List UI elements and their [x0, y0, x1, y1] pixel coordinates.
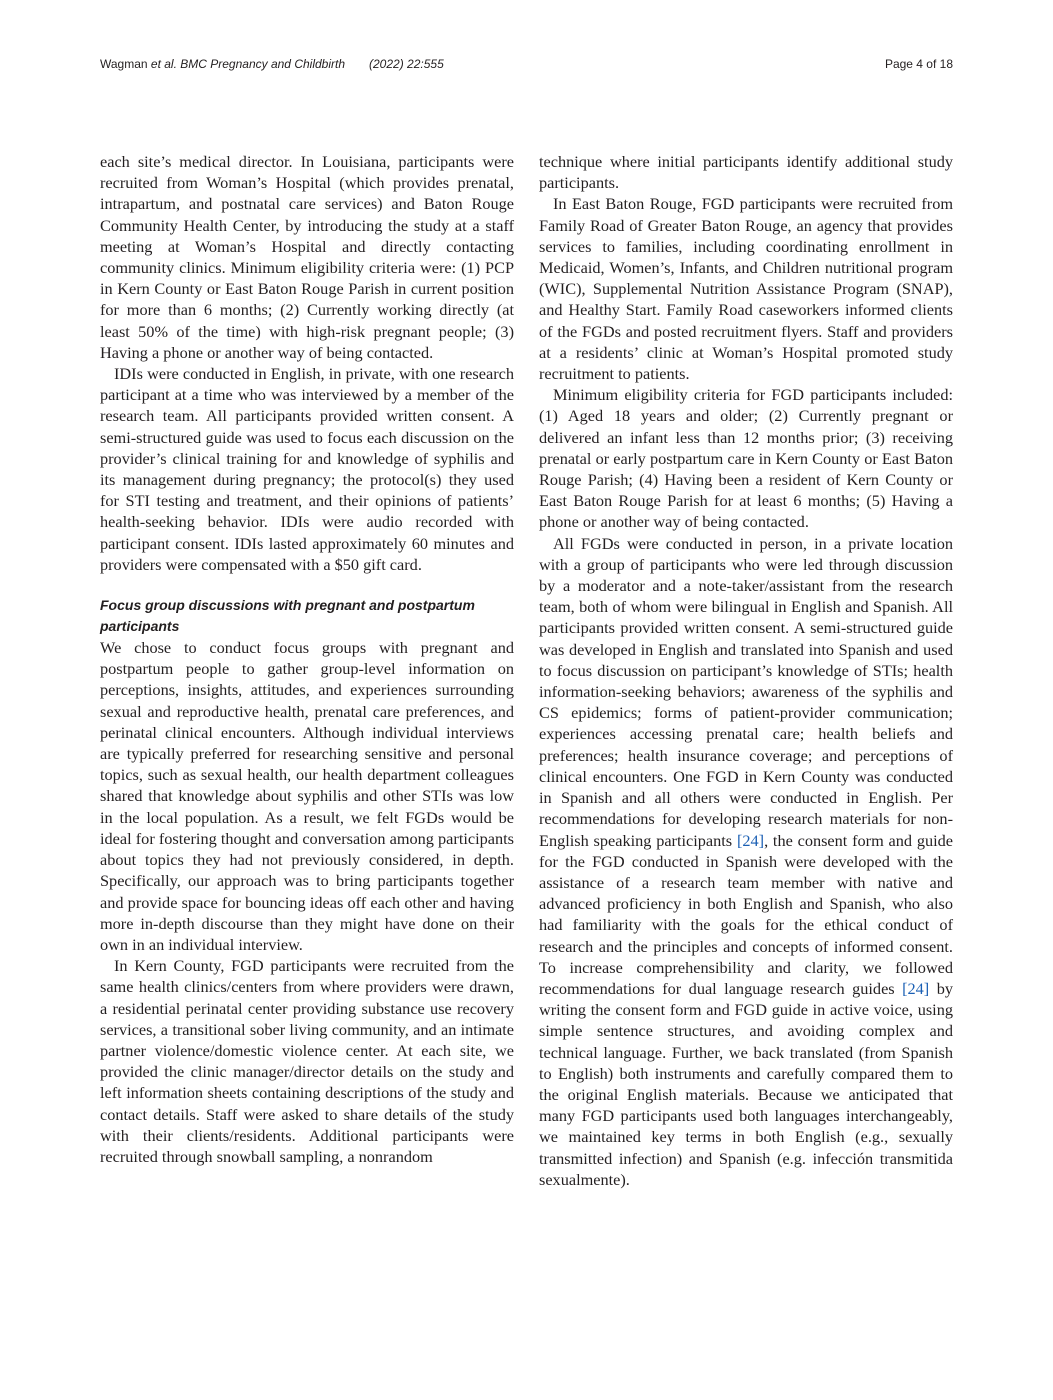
paragraph-idis: IDIs were conducted in English, in private, with one research participant at a time who was interviewed by a member of the research team. All participants provided written consent. A semi-structured guide was used to focus each discussion on the provider’s clinical training for and knowledge of syphilis and its management during pregnancy; the protocol(s) they used for STI testing and treatment, and their opinions of patients’ health-seeking behavior. IDIs were audio recorded with participant consent. IDIs lasted approximately 60 minutes and providers were compensated with a $50 gift card. [100, 364, 514, 574]
journal-name: BMC Pregnancy and Childbirth [176, 57, 346, 71]
year-volume: (2022) 22:555 [369, 57, 444, 71]
paragraph-fgd-eligibility: Minimum eligibility criteria for FGD participants included: (1) Aged 18 years and older; (2) Currently pregnant or delivered an infant less than 12 months prior; (3) receiving prenatal or early postpartum care in Kern County or East Baton Rouge Parish; (4) Having been a resident of Kern County or East Baton Rouge Parish for at least 6 months; (5) Having a phone or another way of being contacted. [539, 385, 953, 532]
paragraph-fgd-conduct [539, 533, 953, 1190]
citation-link[interactable]: [24] [902, 978, 930, 998]
left-column [100, 151, 514, 1167]
text-segment: All FGDs were conducted in person, in a private location with a group of participants who were led through discussion by a moderator and a note-taker/assistant from the research team, both of whom were bilingual in English and Spanish. All participants provided written consent. A semi-structured guide was developed in English and translated into Spanish and used to focus discussion on participant’s knowledge of STIs; health information-seeking behaviors; awareness of the syphilis and CS epidemics; forms of patient-provider communication; experiences accessing prenatal care; health beliefs and preferences; health insurance coverage; and perceptions of clinical encounters. One FGD in Kern County was conducted in Spanish and all others were conducted in English. Per recommendations for developing research materials for non-English speaking participants [539, 533, 953, 850]
text-segment: by writing the consent form and FGD guide in active voice, using simple sentence structures, and avoiding complex and technical language. Further, we back translated (from Spanish to English) both instruments and carefully compared them to the original English materials. Because we anticipated that many FGD participants used both languages interchangeably, we maintained key terms in both English (e.g., sexually transmitted infection) and Spanish (e.g. infección transmitida sexualmente). [539, 978, 953, 1189]
author-text: Wagman [100, 57, 151, 71]
right-column [539, 151, 953, 1190]
text-segment: , the consent form and guide for the FGD conducted in Spanish were developed with the assistance of a research team member with native and advanced proficiency in both English and Spanish, who also had familiarity with the goals for the ethical conduct of research and the principles and concepts of informed consent. To increase comprehensibility and clarity, we followed recommendations for dual language research guides [539, 830, 954, 998]
paragraph-baton-rouge-recruitment: In East Baton Rouge, FGD participants were recruited from Family Road of Greater Baton Rouge, an agency that provides services to families, including coordinating enrollment in Medicaid, Women’s, Infants, and Children nutritional program (WIC), Supplemental Nutrition Assistance Program (SNAP), and Healthy Start. Family Road caseworkers informed clients of the FGDs and posted recruitment flyers. Staff and providers at a residents’ clinic at Woman’s Hospital promoted study recruitment to patients. [539, 194, 953, 384]
section-heading-focus-groups: Focus group discussions with pregnant and postpartum participants [100, 597, 475, 635]
paragraph-focus-group-rationale: We chose to conduct focus groups with pregnant and postpartum people to gather group-level information on perceptions, insights, attitudes, and experiences surrounding sexual and reproductive health, prenatal care preferences, and perinatal clinical encounters. Although individual interviews are typically preferred for researching sensitive and personal topics, such as sexual health, our health department colleagues shared that knowledge about syphilis and other STIs was low in the local population. As a result, we felt FGDs would be ideal for fostering thought and conversation among participants about topics they had not previously considered, in depth. Specifically, our approach was to bring participants together and provide space for bouncing ideas off each other and having more in-depth discourse than they might have done on their own in an individual interview. [100, 638, 514, 954]
paragraph-snowball-continued: technique where initial participants identify additional study participants. [539, 152, 953, 193]
citation-header [100, 57, 444, 71]
paragraph-eligibility-providers: each site’s medical director. In Louisiana, participants were recruited from Woman’s Hospital (which provides prenatal, intrapartum, and postnatal care services) and Baton Rouge Community Health Center, by introducing the study at a staff meeting at Woman’s Hospital and directly contacting community clinics. Minimum eligibility criteria were: (1) PCP in Kern County or East Baton Rouge Parish in current position for more than 6 months; (2) Currently working directly (at least 50% of the time) with high-risk pregnant people; (3) Having a phone or another way of being contacted. [100, 152, 514, 362]
page-number: Page 4 of 18 [884, 57, 953, 71]
paragraph-kern-recruitment: In Kern County, FGD participants were recruited from the same health clinics/centers from where providers were drawn, a residential perinatal center providing substance use recovery services, a transitional sober living community, and an intimate partner violence/domestic violence center. At each site, we provided the clinic manager/director details on the study and left information sheets containing descriptions of the study and contact details. Staff were asked to share details of the study with their clients/residents. Additional participants were recruited through snowball sampling, a nonrandom [100, 956, 514, 1166]
citation-link[interactable]: [24] [736, 830, 765, 850]
etal-text: et al. [150, 57, 177, 71]
